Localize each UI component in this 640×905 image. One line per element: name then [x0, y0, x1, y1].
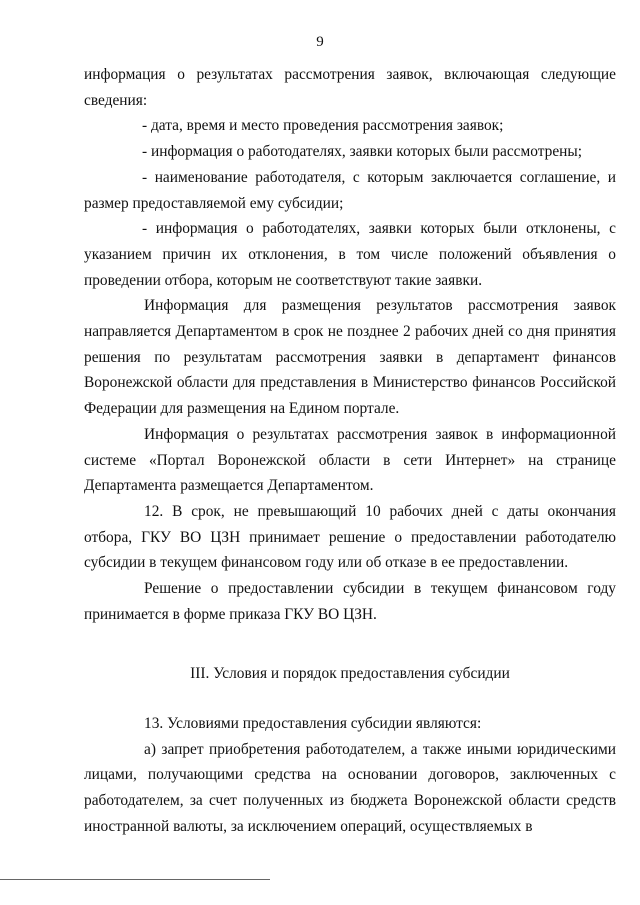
paragraph: - информация о работодателях, заявки которых были рассмотрены;: [142, 143, 583, 161]
body-text-continued: [84, 711, 616, 840]
page-number: 9: [316, 34, 324, 50]
paragraph: - дата, время и место проведения рассмотрения заявок;: [142, 117, 504, 135]
paragraph: Решение о предоставлении субсидии в текущем финансовом году принимается в форме приказа ГКУ ВО ЦЗН.: [84, 580, 616, 623]
footer-divider: [0, 879, 270, 880]
paragraph: Информация о результатах рассмотрения заявок в информационной системе «Портал Воронежской области в сети Интернет» на странице Департамента размещается Департаментом.: [84, 425, 616, 495]
paragraph: - наименование работодателя, с которым заключается соглашение, и размер предоставляемой ему субсидии;: [84, 168, 616, 212]
paragraph: а) запрет приобретения работодателем, а также иными юридическими лицами, получающими средства на основании договоров, заключенных с работодателем, за счет полученных из бюджета Воронежской области средств иностранной валюты, за исключением операций, осуществляемых в: [84, 740, 616, 835]
paragraph: информация о результатах рассмотрения заявок, включающая следующие сведения:: [84, 66, 616, 109]
paragraph: Информация для размещения результатов рассмотрения заявок направляется Департаментом в срок не позднее 2 рабочих дней со дня принятия решения по результатам рассмотрения заявки в департамент финансов Воронежской области для представления в Министерство финансов Российской Федерации для размещения на Едином портале.: [84, 297, 616, 418]
paragraph: 13. Условиями предоставления субсидии являются:: [144, 715, 482, 732]
body-text: [84, 62, 616, 627]
paragraph: 12. В срок, не превышающий 10 рабочих дней с даты окончания отбора, ГКУ ВО ЦЗН принимает решение о предоставлении работодателю субсидии в текущем финансовом году или об отказе в ее предоставлении.: [84, 502, 616, 572]
paragraph: - информация о работодателях, заявки которых были отклонены, с указанием причин их отклонения, в том числе положений объявления о проведении отбора, которым не соответствуют такие заявки.: [84, 220, 616, 289]
section-heading: III. Условия и порядок предоставления субсидии: [190, 665, 510, 682]
